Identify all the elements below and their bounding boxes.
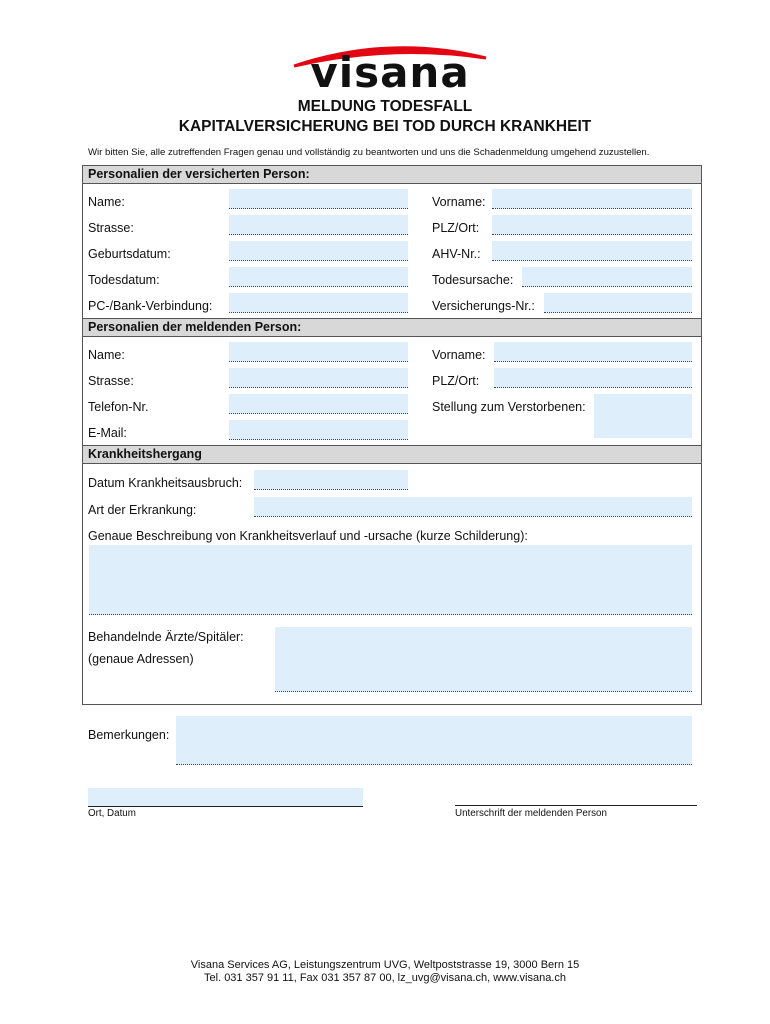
illness-art-label: Art der Erkrankung:	[88, 503, 197, 517]
section-header-illness: Krankheitshergang	[83, 445, 701, 464]
insured-name-field[interactable]	[229, 189, 408, 209]
illness-adressen-label: (genaue Adressen)	[88, 652, 194, 666]
insured-bank-label: PC-/Bank-Verbindung:	[88, 299, 213, 313]
insured-todesdatum-label: Todesdatum:	[88, 273, 160, 287]
insured-todesdatum-field[interactable]	[229, 267, 408, 287]
insured-geburtsdatum-label: Geburtsdatum:	[88, 247, 171, 261]
ort-datum-label: Ort, Datum	[88, 808, 136, 819]
reporter-name-label: Name:	[88, 348, 125, 362]
reporter-stellung-label: Stellung zum Verstorbenen:	[432, 400, 586, 414]
reporter-email-field[interactable]	[229, 420, 408, 440]
section-header-insured: Personalien der versicherten Person:	[83, 165, 701, 184]
remarks-label: Bemerkungen:	[88, 728, 170, 742]
insured-ahv-field[interactable]	[492, 241, 692, 261]
reporter-plz-label: PLZ/Ort:	[432, 374, 480, 388]
insured-plz-label: PLZ/Ort:	[432, 221, 480, 235]
insured-strasse-label: Strasse:	[88, 221, 134, 235]
illness-aerzte-field[interactable]	[275, 627, 692, 692]
reporter-telefon-field[interactable]	[229, 394, 408, 414]
reporter-email-label: E-Mail:	[88, 426, 127, 440]
ort-datum-line	[88, 806, 363, 807]
insured-bank-field[interactable]	[229, 293, 408, 313]
page-title: MELDUNG TODESFALL	[297, 98, 473, 115]
ort-datum-field[interactable]	[88, 788, 363, 806]
reporter-name-field[interactable]	[229, 342, 408, 362]
illness-beschreibung-label: Genaue Beschreibung von Krankheitsverlauf und -ursache (kurze Schilderung):	[88, 529, 528, 543]
illness-datum-label: Datum Krankheitsausbruch:	[88, 476, 243, 490]
illness-datum-field[interactable]	[254, 470, 408, 490]
page-subtitle: KAPITALVERSICHERUNG BEI TOD DURCH KRANKHEIT	[178, 118, 592, 135]
reporter-plz-field[interactable]	[494, 368, 692, 388]
insured-todesursache-field[interactable]	[522, 267, 692, 287]
section-header-reporter: Personalien der meldenden Person:	[83, 318, 701, 337]
illness-aerzte-label: Behandelnde Ärzte/Spitäler:	[88, 630, 244, 644]
remarks-field[interactable]	[176, 716, 692, 765]
insured-strasse-field[interactable]	[229, 215, 408, 235]
insured-vorname-field[interactable]	[492, 189, 692, 209]
signature-label: Unterschrift der meldenden Person	[455, 808, 607, 819]
insured-vorname-label: Vorname:	[432, 195, 486, 209]
footer-address: Visana Services AG, Leistungszentrum UVG, Weltpoststrasse 19, 3000 Bern 15	[190, 959, 580, 971]
insured-geburtsdatum-field[interactable]	[229, 241, 408, 261]
reporter-strasse-field[interactable]	[229, 368, 408, 388]
insured-name-label: Name:	[88, 195, 125, 209]
footer-contact: Tel. 031 357 91 11, Fax 031 357 87 00, lz_uvg@visana.ch, www.visana.ch	[204, 972, 566, 984]
insured-versicherungsnr-label: Versicherungs-Nr.:	[432, 299, 535, 313]
illness-beschreibung-field[interactable]	[89, 545, 692, 615]
intro-text: Wir bitten Sie, alle zutreffenden Fragen genau und vollständig zu beantworten und uns die Schadenmeldung umgehend zuzustellen.	[88, 147, 650, 158]
signature-line	[455, 805, 697, 806]
illness-art-field[interactable]	[254, 497, 692, 517]
insured-plz-field[interactable]	[492, 215, 692, 235]
reporter-vorname-field[interactable]	[494, 342, 692, 362]
insured-ahv-label: AHV-Nr.:	[432, 247, 481, 261]
reporter-stellung-field[interactable]	[594, 394, 692, 438]
reporter-telefon-label: Telefon-Nr.	[88, 400, 149, 414]
reporter-strasse-label: Strasse:	[88, 374, 134, 388]
reporter-vorname-label: Vorname:	[432, 348, 486, 362]
insured-versicherungsnr-field[interactable]	[544, 293, 692, 313]
insured-todesursache-label: Todesursache:	[432, 273, 514, 287]
visana-logo: visana	[310, 48, 470, 97]
